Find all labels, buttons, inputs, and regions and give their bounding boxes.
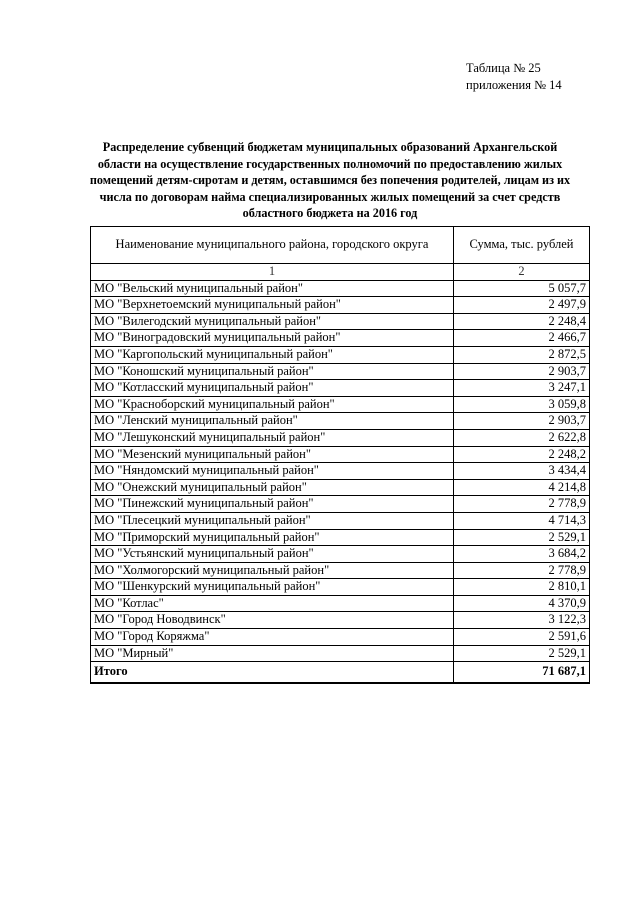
row-municipality-name: МО "Лешуконский муниципальный район": [91, 429, 454, 446]
row-sum-value: 2 466,7: [454, 330, 590, 347]
row-sum-value: 4 370,9: [454, 595, 590, 612]
row-sum-value: 2 778,9: [454, 496, 590, 513]
table-row: [91, 413, 590, 430]
annex-reference: [466, 60, 562, 94]
row-municipality-name: МО "Вилегодский муниципальный район": [91, 313, 454, 330]
annex-table-number: Таблица № 25: [466, 61, 541, 75]
row-municipality-name: МО "Котлас": [91, 595, 454, 612]
table-row: [91, 463, 590, 480]
row-sum-value: 3 247,1: [454, 380, 590, 397]
table-row: [91, 363, 590, 380]
row-municipality-name: МО "Приморский муниципальный район": [91, 529, 454, 546]
row-sum-value: 2 591,6: [454, 629, 590, 646]
table-row: [91, 479, 590, 496]
row-municipality-name: МО "Устьянский муниципальный район": [91, 546, 454, 563]
row-municipality-name: МО "Красноборский муниципальный район": [91, 396, 454, 413]
column-number-row: [91, 264, 590, 281]
row-municipality-name: МО "Город Коряжма": [91, 629, 454, 646]
row-municipality-name: МО "Ленский муниципальный район": [91, 413, 454, 430]
table-row: [91, 330, 590, 347]
annex-appendix-number: приложения № 14: [466, 78, 562, 92]
table-row: [91, 562, 590, 579]
table-row: [91, 280, 590, 297]
table-row: [91, 496, 590, 513]
table-row: [91, 396, 590, 413]
row-sum-value: 4 214,8: [454, 479, 590, 496]
row-sum-value: 2 248,2: [454, 446, 590, 463]
row-sum-value: 2 529,1: [454, 645, 590, 662]
table-row: [91, 645, 590, 662]
row-municipality-name: МО "Плесецкий муниципальный район": [91, 512, 454, 529]
row-sum-value: 4 714,3: [454, 512, 590, 529]
row-sum-value: 2 497,9: [454, 297, 590, 314]
row-municipality-name: МО "Няндомский муниципальный район": [91, 463, 454, 480]
table-row: [91, 446, 590, 463]
row-sum-value: 2 903,7: [454, 363, 590, 380]
column-number-name: 1: [91, 264, 454, 281]
row-municipality-name: МО "Верхнетоемский муниципальный район": [91, 297, 454, 314]
total-sum: 71 687,1: [454, 662, 590, 684]
table-header-row: [91, 227, 590, 264]
table-row: [91, 512, 590, 529]
subvention-table: [90, 226, 590, 684]
row-municipality-name: МО "Мирный": [91, 645, 454, 662]
table-body: [91, 280, 590, 662]
row-municipality-name: МО "Шенкурский муниципальный район": [91, 579, 454, 596]
table-row: [91, 579, 590, 596]
total-row: [91, 662, 590, 684]
row-sum-value: 2 529,1: [454, 529, 590, 546]
row-municipality-name: МО "Онежский муниципальный район": [91, 479, 454, 496]
row-municipality-name: МО "Город Новодвинск": [91, 612, 454, 629]
header-name-column: Наименование муниципального района, городского округа: [91, 227, 454, 264]
row-municipality-name: МО "Котласский муниципальный район": [91, 380, 454, 397]
row-sum-value: 5 057,7: [454, 280, 590, 297]
row-sum-value: 2 810,1: [454, 579, 590, 596]
row-sum-value: 2 872,5: [454, 346, 590, 363]
table-row: [91, 629, 590, 646]
row-municipality-name: МО "Коношский муниципальный район": [91, 363, 454, 380]
table-row: [91, 297, 590, 314]
row-sum-value: 3 434,4: [454, 463, 590, 480]
row-sum-value: 2 903,7: [454, 413, 590, 430]
row-municipality-name: МО "Виноградовский муниципальный район": [91, 330, 454, 347]
total-label: Итого: [91, 662, 454, 684]
row-sum-value: 2 778,9: [454, 562, 590, 579]
row-sum-value: 2 622,8: [454, 429, 590, 446]
table-row: [91, 612, 590, 629]
table-row: [91, 595, 590, 612]
table-row: [91, 546, 590, 563]
table-row: [91, 380, 590, 397]
row-municipality-name: МО "Пинежский муниципальный район": [91, 496, 454, 513]
column-number-sum: 2: [454, 264, 590, 281]
row-municipality-name: МО "Каргопольский муниципальный район": [91, 346, 454, 363]
table-row: [91, 313, 590, 330]
table-row: [91, 529, 590, 546]
table-row: [91, 429, 590, 446]
row-municipality-name: МО "Вельский муниципальный район": [91, 280, 454, 297]
row-municipality-name: МО "Холмогорский муниципальный район": [91, 562, 454, 579]
row-sum-value: 3 059,8: [454, 396, 590, 413]
header-sum-column: Сумма, тыс. рублей: [454, 227, 590, 264]
table-row: [91, 346, 590, 363]
row-sum-value: 3 684,2: [454, 546, 590, 563]
document-title: Распределение субвенций бюджетам муниципальных образований Архангельской области на осуществление государственных полномочий по предоставлению жилых помещений детям-сиротам и детям, оставшимся без попечения родителей, лицам из их числа по договорам найма специализированных жилых помещений за счет средств областного бюджета на 2016 год: [89, 140, 571, 220]
row-sum-value: 3 122,3: [454, 612, 590, 629]
row-sum-value: 2 248,4: [454, 313, 590, 330]
row-municipality-name: МО "Мезенский муниципальный район": [91, 446, 454, 463]
